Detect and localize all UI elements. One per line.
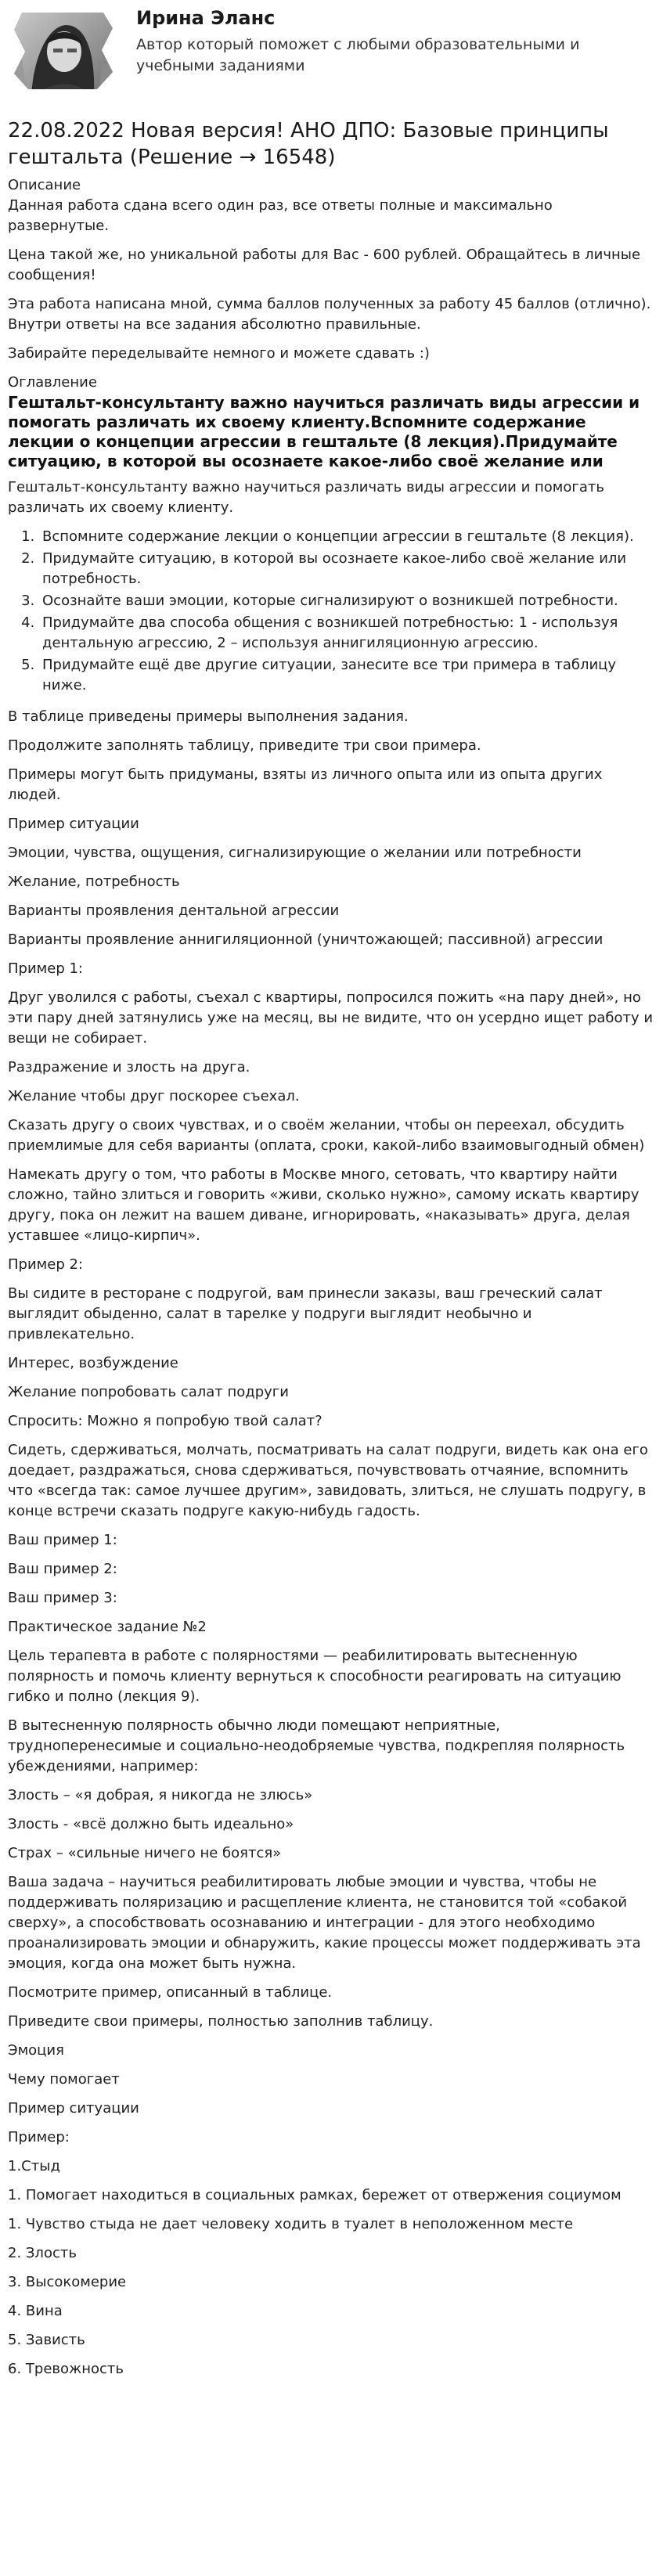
toc-paragraph: Ваш пример 3: <box>8 1590 117 1606</box>
task-item: 3. Осознайте ваши эмоции, которые сигнализируют о возникшей потребности. <box>39 591 655 611</box>
toc-paragraph: Ваша задача – научиться реабилитировать любые эмоции и чувства, чтобы не поддерживать поляризацию и расщепление клиента, не становится той «собакой сверху», а способствовать осознаванию и интеграции - для этого необходимо проанализировать эмоции и обнаружить, какие процессы может поддерживать эта эмоция, когда она может быть нужна. <box>8 1874 641 1972</box>
task-list <box>8 527 655 696</box>
toc-paragraph: Вы сидите в ресторане с подругой, вам принесли заказы, ваш греческий салат выглядит обыденно, салат в тарелке у подруги выглядит необычно и привлекательно. <box>8 1285 603 1342</box>
toc-paragraph: Намекать другу о том, что работы в Москве много, сетовать, что квартиру найти сложно, тайно злиться и говорить «живи, сколько нужно», самому искать квартиру другу, пока он лежит на вашем диване, игнорировать, «наказывать» друга, делая уставшее «лицо-кирпич». <box>8 1166 640 1244</box>
toc-paragraph: Посмотрите пример, описанный в таблице. <box>8 1984 333 2001</box>
toc-paragraph: Ваш пример 2: <box>8 1561 117 1577</box>
toc-paragraph: Желание чтобы друг поскорее съехал. <box>8 1088 300 1104</box>
author-avatar[interactable] <box>8 5 117 97</box>
toc-heading: Гештальт-консультанту важно научиться различать виды агрессии и помогать различать их своему клиенту.Вспомните содержание лекции о концепции агрессии в гештальте (8 лекция).Придумайте ситуацию, в которой вы осознаете какое-либо своё желание или <box>8 393 640 470</box>
description-paragraph: Эта работа написана мной, сумма баллов полученных за работу 45 баллов (отлично). Внутри ответы на все задания абсолютно правильные. <box>8 296 651 333</box>
toc-label: Оглавление <box>8 374 97 391</box>
description-section <box>8 196 655 364</box>
toc-paragraph: 5. Зависть <box>8 2332 85 2348</box>
toc-paragraph: Пример 1: <box>8 960 83 977</box>
toc-paragraph: Злость – «я добрая, я никогда не злюсь» <box>8 1787 313 1803</box>
toc-paragraph: Чему помогает <box>8 2071 120 2088</box>
toc-paragraph: Раздражение и злость на друга. <box>8 1059 250 1075</box>
toc-paragraph: 1. Помогает находиться в социальных рамках, бережет от отвержения социумом <box>8 2187 622 2203</box>
toc-paragraph: Пример: <box>8 2129 70 2145</box>
toc-paragraph: Ваш пример 1: <box>8 1532 117 1548</box>
toc-paragraph: В таблице приведены примеры выполнения задания. <box>8 708 409 725</box>
task-item: 2. Придумайте ситуацию, в которой вы осознаете какое-либо своё желание или потребность. <box>39 549 655 589</box>
description-paragraph: Цена такой же, но уникальной работы для Вас - 600 рублей. Обращайтесь в личные сообщения! <box>8 247 641 283</box>
toc-paragraph: Спросить: Можно я попробую твой салат? <box>8 1413 322 1429</box>
description-paragraph: Забирайте переделывайте немного и можете сдавать :) <box>8 345 430 362</box>
toc-paragraph: Желание, потребность <box>8 874 180 890</box>
task-item: 5. Придумайте ещё две другие ситуации, занесите все три примера в таблицу ниже. <box>39 655 655 696</box>
toc-intro: Гештальт-консультанту важно научиться различать виды агрессии и помогать различать их своему клиенту. <box>8 479 604 516</box>
toc-paragraph: 1. Чувство стыда не дает человеку ходить в туалет в неположенном месте <box>8 2216 574 2232</box>
toc-paragraph: Пример 2: <box>8 1256 83 1273</box>
user-photo-icon <box>8 5 117 97</box>
author-description: Автор который поможет с любыми образовательными и учебными заданиями <box>136 36 580 74</box>
toc-paragraph: 2. Злость <box>8 2245 77 2261</box>
author-name[interactable]: Ирина Эланс <box>136 7 276 29</box>
toc-paragraph: Интерес, возбуждение <box>8 1355 178 1371</box>
toc-paragraph: Продолжите заполнять таблицу, приведите три свои примера. <box>8 737 481 754</box>
task-item: 1. Вспомните содержание лекции о концепции агрессии в гештальте (8 лекция). <box>39 527 655 547</box>
toc-paragraph: Пример ситуации <box>8 816 139 832</box>
toc-paragraph: Желание попробовать салат подруги <box>8 1384 289 1400</box>
toc-paragraph: 1.Стыд <box>8 2158 60 2174</box>
description-paragraph: Данная работа сдана всего один раз, все ответы полные и максимально развернутые. <box>8 197 553 234</box>
toc-paragraph: Эмоция <box>8 2042 64 2059</box>
toc-paragraph: Цель терапевта в работе с полярностями — реабилитировать вытесненную полярность и помочь клиенту вернуться к способности реагировать на ситуацию гибко и полно (лекция 9). <box>8 1648 622 1705</box>
toc-body <box>8 707 655 2380</box>
work-title: 22.08.2022 Новая версия! АНО ДПО: Базовые принципы гештальта (Решение → 16548) <box>8 119 609 169</box>
toc-paragraph: В вытесненную полярность обычно люди помещают неприятные, трудноперенесимые и социально-неодобряемые чувства, подкрепляя полярность убеждениями, например: <box>8 1717 625 1774</box>
toc-paragraph: 4. Вина <box>8 2303 63 2319</box>
author-header <box>8 0 655 102</box>
toc-paragraph: 6. Тревожность <box>8 2361 124 2377</box>
author-info <box>136 5 637 77</box>
toc-paragraph: Варианты проявление аннигиляционной (уничтожающей; пассивной) агрессии <box>8 931 604 948</box>
toc-paragraph: Сидеть, сдерживаться, молчать, посматривать на салат подруги, видеть как она его доедает, раздражаться, снова сдерживаться, почувствовать отчаяние, вспомнить что «всегда так: самое лучшее другим», завидовать, злиться, не слушать подругу, в конце встречи сказать подруге какую-нибудь гадость. <box>8 1442 648 1519</box>
toc-paragraph: Варианты проявления дентальной агрессии <box>8 903 340 919</box>
toc-paragraph: Пример ситуации <box>8 2100 139 2117</box>
toc-paragraph: Эмоции, чувства, ощущения, сигнализирующие о желании или потребности <box>8 845 582 861</box>
toc-paragraph: Друг уволился с работы, съехал с квартиры, попросился пожить «на пару дней», но эти пару дней затянулись уже на месяц, вы не видите, что он усердно ищет работу и вещи не собирает. <box>8 989 654 1047</box>
toc-paragraph: Приведите свои примеры, полностью заполнив таблицу. <box>8 2013 434 2030</box>
toc-paragraph: Страх – «сильные ничего не боятся» <box>8 1845 282 1861</box>
toc-paragraph: 3. Высокомерие <box>8 2274 127 2290</box>
task-item: 4. Придумайте два способа общения с возникшей потребностью: 1 - используя дентальную агрессию, 2 – используя аннигиляционную агрессию. <box>39 613 655 654</box>
toc-paragraph: Примеры могут быть придуманы, взяты из личного опыта или из опыта других людей. <box>8 766 603 803</box>
description-label: Описание <box>8 177 81 193</box>
toc-paragraph: Практическое задание №2 <box>8 1619 207 1635</box>
toc-paragraph: Злость - «всё должно быть идеально» <box>8 1816 294 1832</box>
toc-paragraph: Сказать другу о своих чувствах, и о своём желании, чтобы он переехал, обсудить приемлимые для себя варианты (оплата, сроки, какой-либо взаимовыгодный обмен) <box>8 1117 645 1154</box>
